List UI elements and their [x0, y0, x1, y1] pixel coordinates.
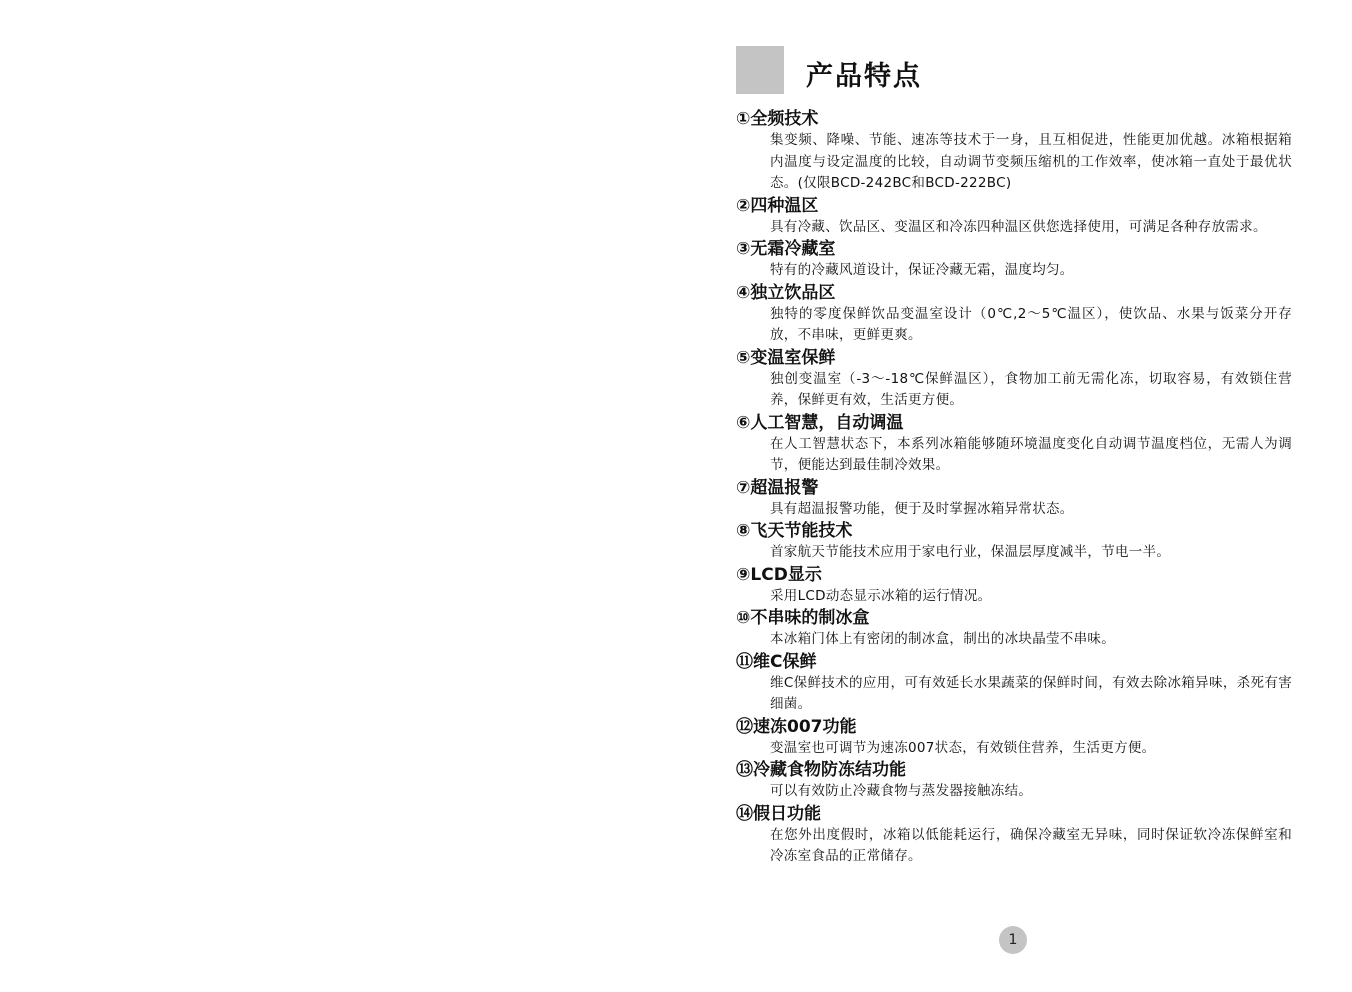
page-number: 1	[999, 926, 1027, 954]
feature-title: ③无霜冷藏室	[736, 239, 836, 259]
feature-item	[736, 520, 1292, 564]
feature-title: ④独立饮品区	[736, 282, 836, 303]
feature-title: ⑪维C保鲜	[736, 651, 817, 672]
feature-title: ⑥人工智慧，自动调温	[736, 412, 904, 433]
feature-item	[736, 716, 1292, 760]
page-title: 产品特点	[806, 61, 922, 92]
feature-description: 在人工智慧状态下，本系列冰箱能够随环境温度变化自动调节温度档位，无需人为调节，便能达到最佳制冷效果。	[770, 435, 1292, 473]
feature-description: 集变频、降噪、节能、速冻等技术于一身，且互相促进，性能更加优越。冰箱根据箱内温度与设定温度的比较，自动调节变频压缩机的工作效率，使冰箱一直处于最优状态。(仅限BCD-242BC和BCD-222BC)	[770, 132, 1292, 191]
feature-item	[736, 607, 1292, 651]
manual-page	[736, 46, 1292, 868]
feature-item	[736, 651, 1292, 716]
feature-description: 在您外出度假时，冰箱以低能耗运行，确保冷藏室无异味，同时保证软冷冻保鲜室和冷冻室食品的正常储存。	[770, 826, 1292, 864]
feature-description: 采用LCD动态显示冰箱的运行情况。	[770, 587, 992, 604]
header-gray-block	[736, 46, 784, 94]
feature-description: 具有冷藏、饮品区、变温区和冷冻四种温区供您选择使用，可满足各种存放需求。	[770, 218, 1267, 235]
feature-title: ⑧飞天节能技术	[736, 521, 853, 541]
page-header	[736, 46, 1292, 94]
feature-item	[736, 238, 1292, 282]
feature-description: 变温室也可调节为速冻007状态，有效锁住营养，生活更方便。	[770, 739, 1156, 756]
feature-title: ⑫速冻007功能	[736, 716, 857, 737]
feature-title: ⑩不串味的制冰盒	[736, 608, 870, 628]
feature-title: ②四种温区	[736, 195, 819, 216]
feature-item	[736, 477, 1292, 521]
feature-title: ⑨LCD显示	[736, 564, 822, 585]
feature-item	[736, 195, 1292, 239]
feature-description: 独创变温室（-3～-18℃保鲜温区），食物加工前无需化冻，切取容易，有效锁住营养，保鲜更有效，生活更方便。	[770, 370, 1292, 408]
feature-item	[736, 564, 1292, 608]
feature-item	[736, 412, 1292, 477]
feature-item	[736, 347, 1292, 412]
feature-title: ⑤变温室保鲜	[736, 347, 836, 368]
feature-item	[736, 282, 1292, 347]
feature-list	[736, 108, 1292, 868]
feature-description: 可以有效防止冷藏食物与蒸发器接触冻结。	[770, 783, 1033, 799]
feature-description: 独特的零度保鲜饮品变温室设计（0℃,2～5℃温区），使饮品、水果与饭菜分开存放，不串味，更鲜更爽。	[770, 305, 1292, 343]
feature-description: 本冰箱门体上有密闭的制冰盒，制出的冰块晶莹不串味。	[770, 631, 1115, 647]
feature-item	[736, 108, 1292, 195]
feature-description: 具有超温报警功能，便于及时掌握冰箱异常状态。	[770, 500, 1074, 517]
feature-title: ⑭假日功能	[736, 803, 821, 824]
feature-item	[736, 803, 1292, 868]
feature-title: ⑦超温报警	[736, 477, 819, 498]
feature-description: 维C保鲜技术的应用，可有效延长水果蔬菜的保鲜时间，有效去除冰箱异味，杀死有害细菌。	[770, 674, 1292, 712]
feature-description: 首家航天节能技术应用于家电行业，保温层厚度减半，节电一半。	[770, 544, 1171, 560]
feature-title: ⑬冷藏食物防冻结功能	[736, 760, 906, 780]
feature-title: ①全频技术	[736, 109, 819, 129]
feature-description: 特有的冷藏风道设计，保证冷藏无霜，温度均匀。	[770, 262, 1074, 278]
feature-item	[736, 759, 1292, 803]
